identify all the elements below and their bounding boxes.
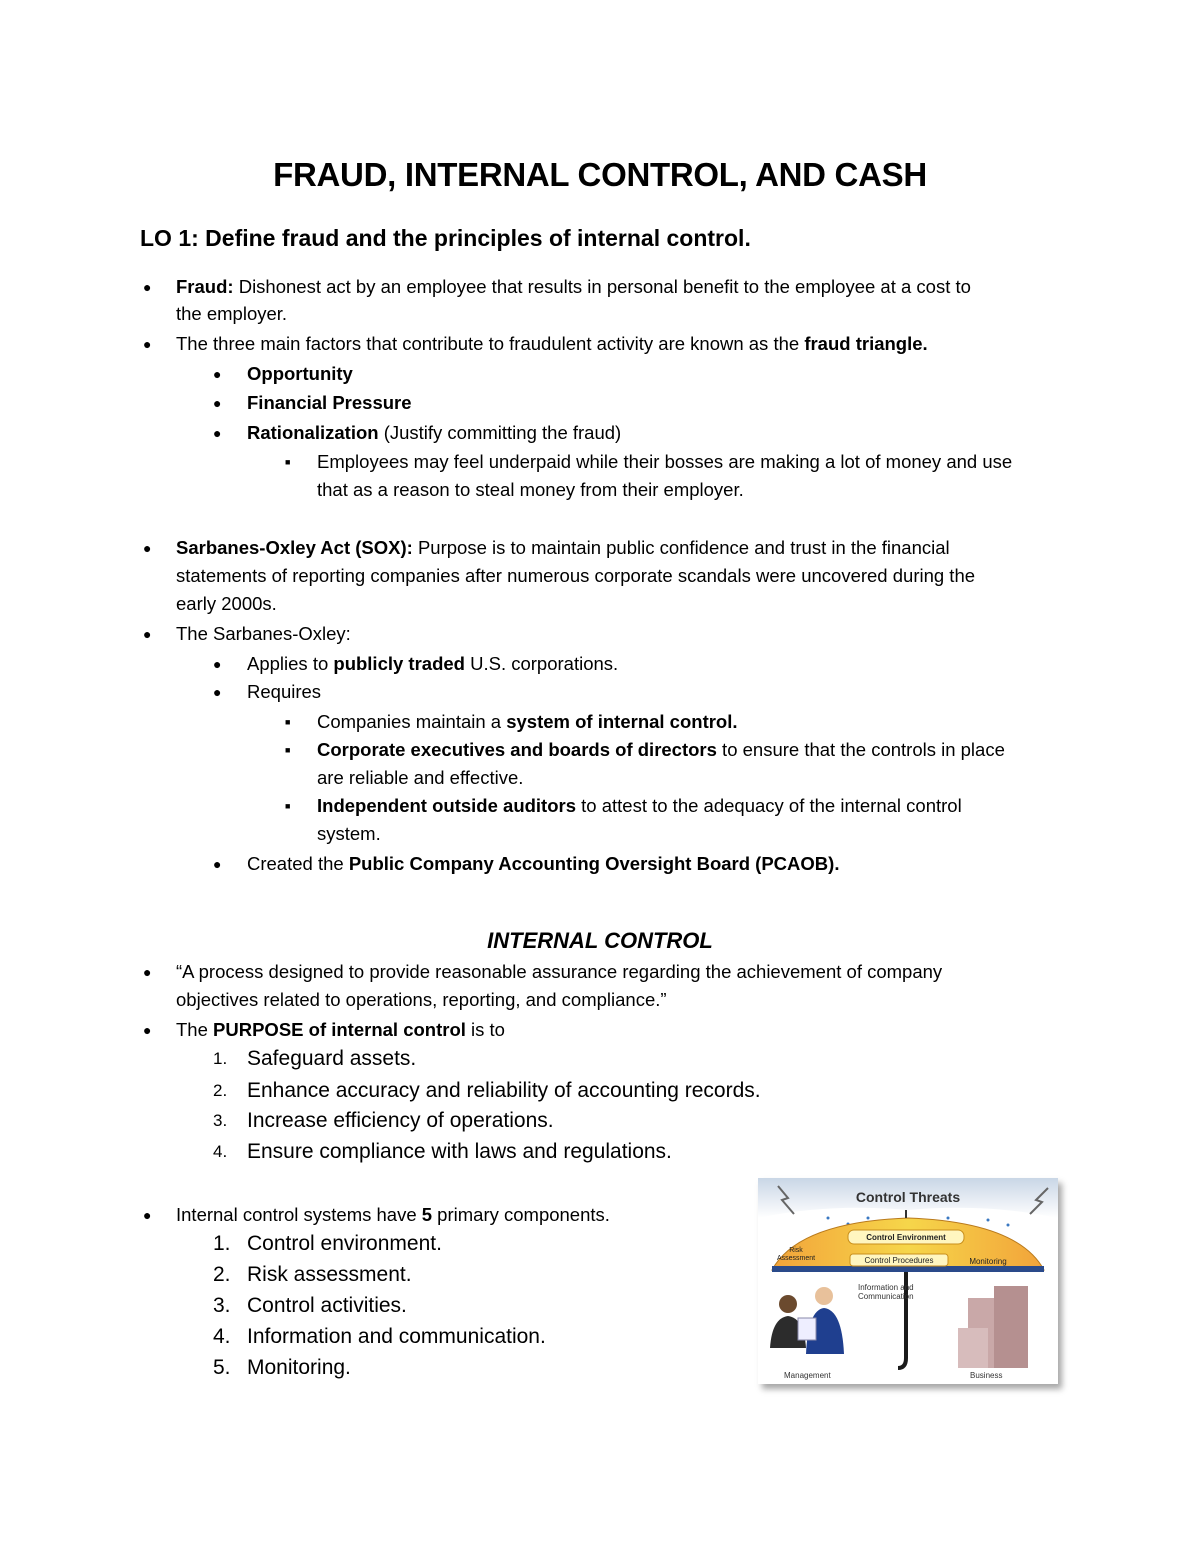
page-title: FRAUD, INTERNAL CONTROL, AND CASH xyxy=(273,156,927,193)
bullet-icon: ● xyxy=(143,336,152,352)
bullet-icon: ● xyxy=(213,656,222,672)
sox-applies: Applies to publicly traded U.S. corporations. xyxy=(247,653,619,674)
component-number: 5. xyxy=(213,1356,231,1379)
fraud-definition-line1: Fraud: Dishonest act by an employee that results in personal benefit to the employee at a cost to xyxy=(176,276,971,297)
purpose-number: 2. xyxy=(213,1081,228,1100)
learning-objective-heading: LO 1: Define fraud and the principles of internal control. xyxy=(140,225,751,251)
square-bullet-icon: ■ xyxy=(285,801,291,811)
requirement-auditors-line1: Independent outside auditors to attest to the adequacy of the internal control xyxy=(317,795,962,816)
bullet-icon: ● xyxy=(143,626,152,642)
sox-definition-line1: Sarbanes-Oxley Act (SOX): Purpose is to maintain public confidence and trust in the financial xyxy=(176,537,950,558)
business-label: Business xyxy=(970,1371,1003,1380)
sox-requires: Requires xyxy=(247,681,322,702)
square-bullet-icon: ■ xyxy=(285,717,291,727)
control-threats-label: Control Threats xyxy=(855,1189,961,1205)
internal-control-quote-line2: objectives related to operations, reporting, and compliance.” xyxy=(176,989,667,1010)
sox-created-pcaob: Created the Public Company Accounting Oversight Board (PCAOB). xyxy=(247,853,840,874)
factor-financial-pressure: Financial Pressure xyxy=(247,392,412,413)
info-communication-label: Information and Communication xyxy=(858,1283,914,1301)
factor-opportunity: Opportunity xyxy=(247,363,353,384)
purpose-item: Enhance accuracy and reliability of accounting records. xyxy=(247,1079,761,1102)
rationalization-detail-line2: that as a reason to steal money from their employer. xyxy=(317,479,744,500)
bullet-icon: ● xyxy=(213,856,222,872)
bullet-icon: ● xyxy=(143,1022,152,1038)
components-intro: Internal control systems have 5 primary components. xyxy=(176,1204,610,1225)
control-threats-figure xyxy=(758,1178,1058,1384)
purpose-number: 4. xyxy=(213,1142,228,1161)
internal-control-quote-line1: “A process designed to provide reasonable assurance regarding the achievement of company xyxy=(176,961,943,982)
bullet-icon: ● xyxy=(213,366,222,382)
fraud-triangle-intro: The three main factors that contribute to fraudulent activity are known as the fraud triangle. xyxy=(176,333,928,354)
rationalization-detail-line1: Employees may feel underpaid while their bosses are making a lot of money and use xyxy=(317,451,1013,472)
requirement-executives-line2: are reliable and effective. xyxy=(317,767,524,788)
bullet-icon: ● xyxy=(213,395,222,411)
component-item: Control activities. xyxy=(247,1294,407,1317)
section-heading-internal-control: INTERNAL CONTROL xyxy=(487,928,713,953)
component-item: Control environment. xyxy=(247,1232,442,1255)
component-number: 4. xyxy=(213,1325,231,1348)
purpose-number: 3. xyxy=(213,1111,228,1130)
bullet-icon: ● xyxy=(213,684,222,700)
umbrella-diagram xyxy=(758,1178,1058,1384)
control-environment-label: Control Environment xyxy=(866,1233,946,1242)
sox-intro: The Sarbanes-Oxley: xyxy=(176,623,351,644)
purpose-item: Ensure compliance with laws and regulations. xyxy=(247,1140,672,1163)
square-bullet-icon: ■ xyxy=(285,457,291,467)
component-item: Monitoring. xyxy=(247,1356,351,1379)
bullet-icon: ● xyxy=(143,964,152,980)
bullet-icon: ● xyxy=(143,540,152,556)
building-illustration xyxy=(958,1286,1028,1368)
requirement-internal-control: Companies maintain a system of internal control. xyxy=(317,711,738,732)
sox-definition-line3: early 2000s. xyxy=(176,593,277,614)
component-item: Information and communication. xyxy=(247,1325,546,1348)
umbrella-rim xyxy=(772,1266,1044,1272)
requirement-auditors-line2: system. xyxy=(317,823,381,844)
square-bullet-icon: ■ xyxy=(285,745,291,755)
bullet-icon: ● xyxy=(143,279,152,295)
component-number: 3. xyxy=(213,1294,231,1317)
bullet-icon: ● xyxy=(143,1207,152,1223)
management-label: Management xyxy=(784,1371,831,1380)
sox-definition-line2: statements of reporting companies after numerous corporate scandals were uncovered during the xyxy=(176,565,976,586)
component-number: 2. xyxy=(213,1263,231,1286)
control-procedures-label: Control Procedures xyxy=(864,1256,934,1265)
purpose-item: Safeguard assets. xyxy=(247,1047,417,1070)
purpose-intro: The PURPOSE of internal control is to xyxy=(176,1019,505,1040)
monitoring-label: Monitoring xyxy=(969,1257,1007,1266)
risk-assessment-label: Risk Assessment xyxy=(776,1247,816,1262)
purpose-number: 1. xyxy=(213,1049,228,1068)
component-item: Risk assessment. xyxy=(247,1263,412,1286)
requirement-executives-line1: Corporate executives and boards of directors to ensure that the controls in place xyxy=(317,739,1005,760)
component-number: 1. xyxy=(213,1232,231,1255)
purpose-item: Increase efficiency of operations. xyxy=(247,1109,554,1132)
fraud-definition-line2: the employer. xyxy=(176,303,288,324)
factor-rationalization: Rationalization (Justify committing the fraud) xyxy=(247,422,622,443)
bullet-icon: ● xyxy=(213,425,222,441)
